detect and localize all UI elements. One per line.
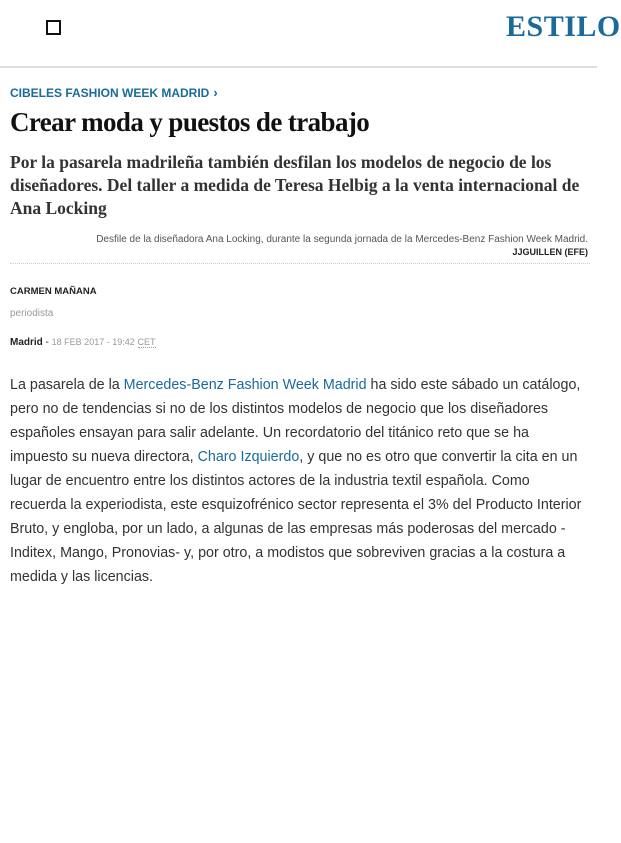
photo-credit: JJGUILLEN (EFE): [512, 247, 588, 257]
chevron-right-icon: ›: [213, 85, 218, 100]
article: [10, 85, 590, 589]
article-body-paragraph: [10, 373, 590, 589]
dateline-separator: -: [42, 337, 52, 348]
photo-caption: [10, 233, 590, 259]
caption-divider: [10, 263, 590, 264]
menu-icon[interactable]: [46, 20, 61, 35]
author-name-link[interactable]: CARMEN MAÑANA: [10, 286, 97, 297]
article-headline: Crear moda y puestos de trabajo: [10, 107, 370, 137]
dateline-date: 18 FEB 2017 - 19:42: [51, 337, 135, 347]
kicker-label: CIBELES FASHION WEEK MADRID: [10, 86, 210, 100]
section-kicker-link[interactable]: [10, 85, 590, 101]
article-dateline: [10, 336, 590, 349]
body-text-segment: La pasarela de la: [10, 377, 124, 393]
section-logo[interactable]: ESTILO: [506, 10, 621, 43]
author-role: periodista: [10, 308, 54, 319]
dateline-place: Madrid: [10, 337, 43, 348]
body-text-segment: ha sido este sábado un catálogo, pero no de tendencias si no de los distintos modelos de negocio que los diseñadores españoles ensayan para salir adelante. Un recordatorio del titánico reto que se ha impuesto su nueva directora,: [10, 377, 581, 465]
top-navigation-bar: [0, 0, 621, 68]
fashion-week-link[interactable]: Mercedes-Benz Fashion Week Madrid: [123, 377, 367, 393]
dateline-timezone: CET: [137, 337, 156, 347]
article-subtitle: Por la pasarela madrileña también desfilan los modelos de negocio de los diseñadores. Del taller a medida de Teresa Helbig a la venta internacional de Ana Locking: [10, 152, 580, 218]
body-text-segment: , y que no es otro que convertir la cita en un lugar de encuentro entre los distintos actores de la industria textil española. Como recuerda la experiodista, este esquizofrénico sector representa el 3% del Producto Interior Bruto, y engloba, por un lado, a algunas de las empresas más poderosas del mercado -Inditex, Mango, Pronovias- y, por otro, a modistos que sobreviven gracias a la costura a medida y las licencias.: [10, 449, 582, 585]
charo-izquierdo-link[interactable]: Charo Izquierdo: [197, 449, 300, 465]
photo-caption-text: Desfile de la diseñadora Ana Locking, durante la segunda jornada de la Mercedes-Benz Fashion Week Madrid.: [96, 234, 588, 245]
